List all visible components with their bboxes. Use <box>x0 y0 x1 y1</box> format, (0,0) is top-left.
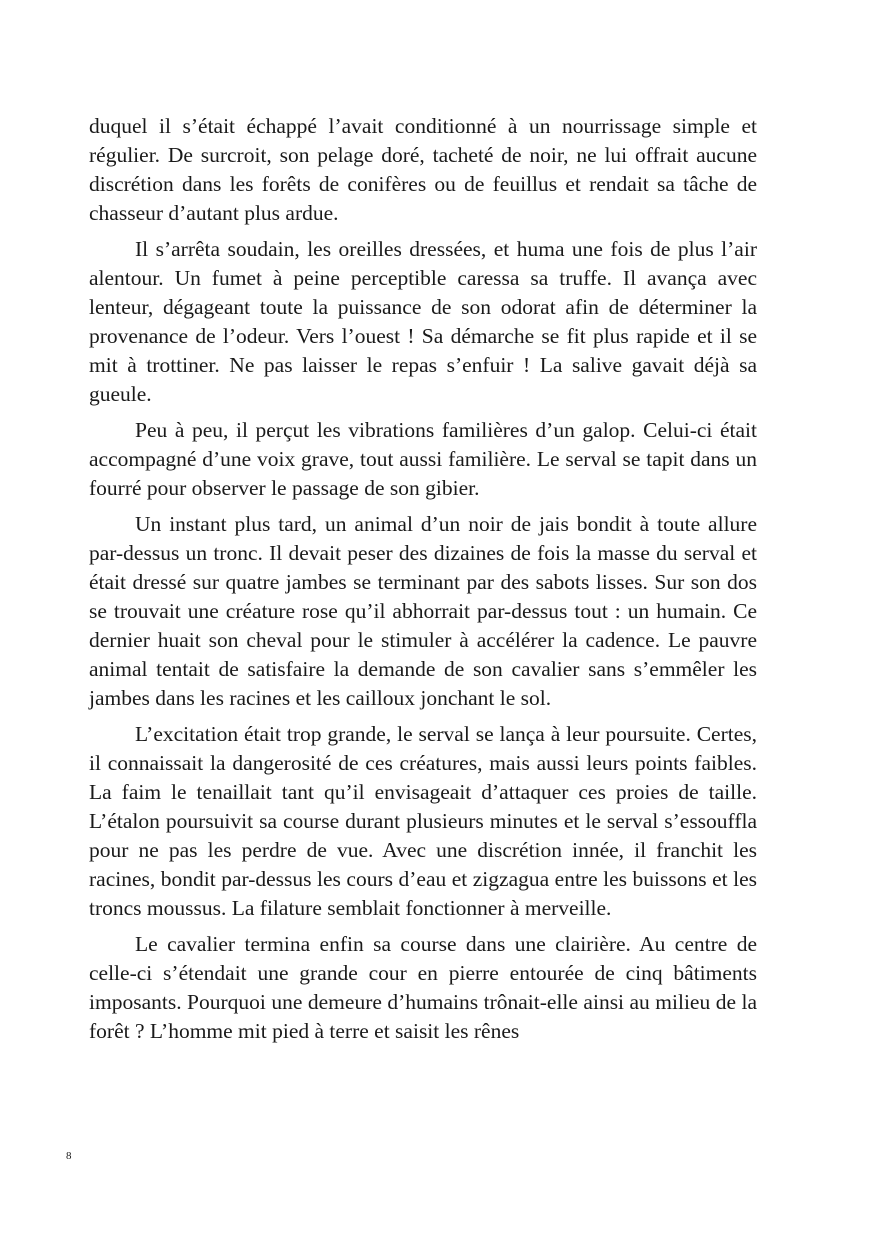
paragraph-2: Il s’arrêta soudain, les oreilles dressées, et huma une fois de plus l’air alentour. Un fumet à peine perceptible caressa sa truffe. Il avança avec lenteur, dégageant toute la puissance de son odorat afin de déterminer la provenance de l’odeur. Vers l’ouest ! Sa démarche se fit plus rapide et il se mit à trottiner. Ne pas laisser le repas s’enfuir ! La salive gavait déjà sa gueule. <box>89 237 757 406</box>
paragraph-5: L’excitation était trop grande, le serval se lança à leur poursuite. Certes, il connaissait la dangerosité de ces créatures, mais aussi leurs points faibles. La faim le tenaillait tant qu’il envisageait d’attaquer ces proies de taille. L’étalon poursuivit sa course durant plusieurs minutes et le serval s’essouffla pour ne pas les perdre de vue. Avec une discrétion innée, il franchit les racines, bondit par-dessus les cours d’eau et zigzagua entre les buissons et les troncs moussus. La filature semblait fonctionner à merveille. <box>89 722 757 920</box>
paragraph-1: duquel il s’était échappé l’avait conditionné à un nourrissage simple et régulier. De surcroit, son pelage doré, tacheté de noir, ne lui offrait aucune discrétion dans les forêts de conifères ou de feuillus et rendait sa tâche de chasseur d’autant plus ardue. <box>89 114 757 225</box>
body-text <box>89 112 757 1053</box>
paragraph-6: Le cavalier termina enfin sa course dans une clairière. Au centre de celle-ci s’étendait une grande cour en pierre entourée de cinq bâtiments imposants. Pourquoi une demeure d’humains trônait-elle ainsi au milieu de la forêt ? L’homme mit pied à terre et saisit les rênes <box>89 932 757 1043</box>
page-number: 8 <box>66 1150 72 1162</box>
paragraph-3: Peu à peu, il perçut les vibrations familières d’un galop. Celui-ci était accompagné d’une voix grave, tout aussi familière. Le serval se tapit dans un fourré pour observer le passage de son gibier. <box>89 418 757 500</box>
paragraph-4: Un instant plus tard, un animal d’un noir de jais bondit à toute allure par-dessus un tronc. Il devait peser des dizaines de fois la masse du serval et était dressé sur quatre jambes se terminant par des sabots lisses. Sur son dos se trouvait une créature rose qu’il abhorrait par-dessus tout : un humain. Ce dernier huait son cheval pour le stimuler à accélérer la cadence. Le pauvre animal tentait de satisfaire la demande de son cavalier sans s’emmêler les jambes dans les racines et les cailloux jonchant le sol. <box>89 512 757 710</box>
